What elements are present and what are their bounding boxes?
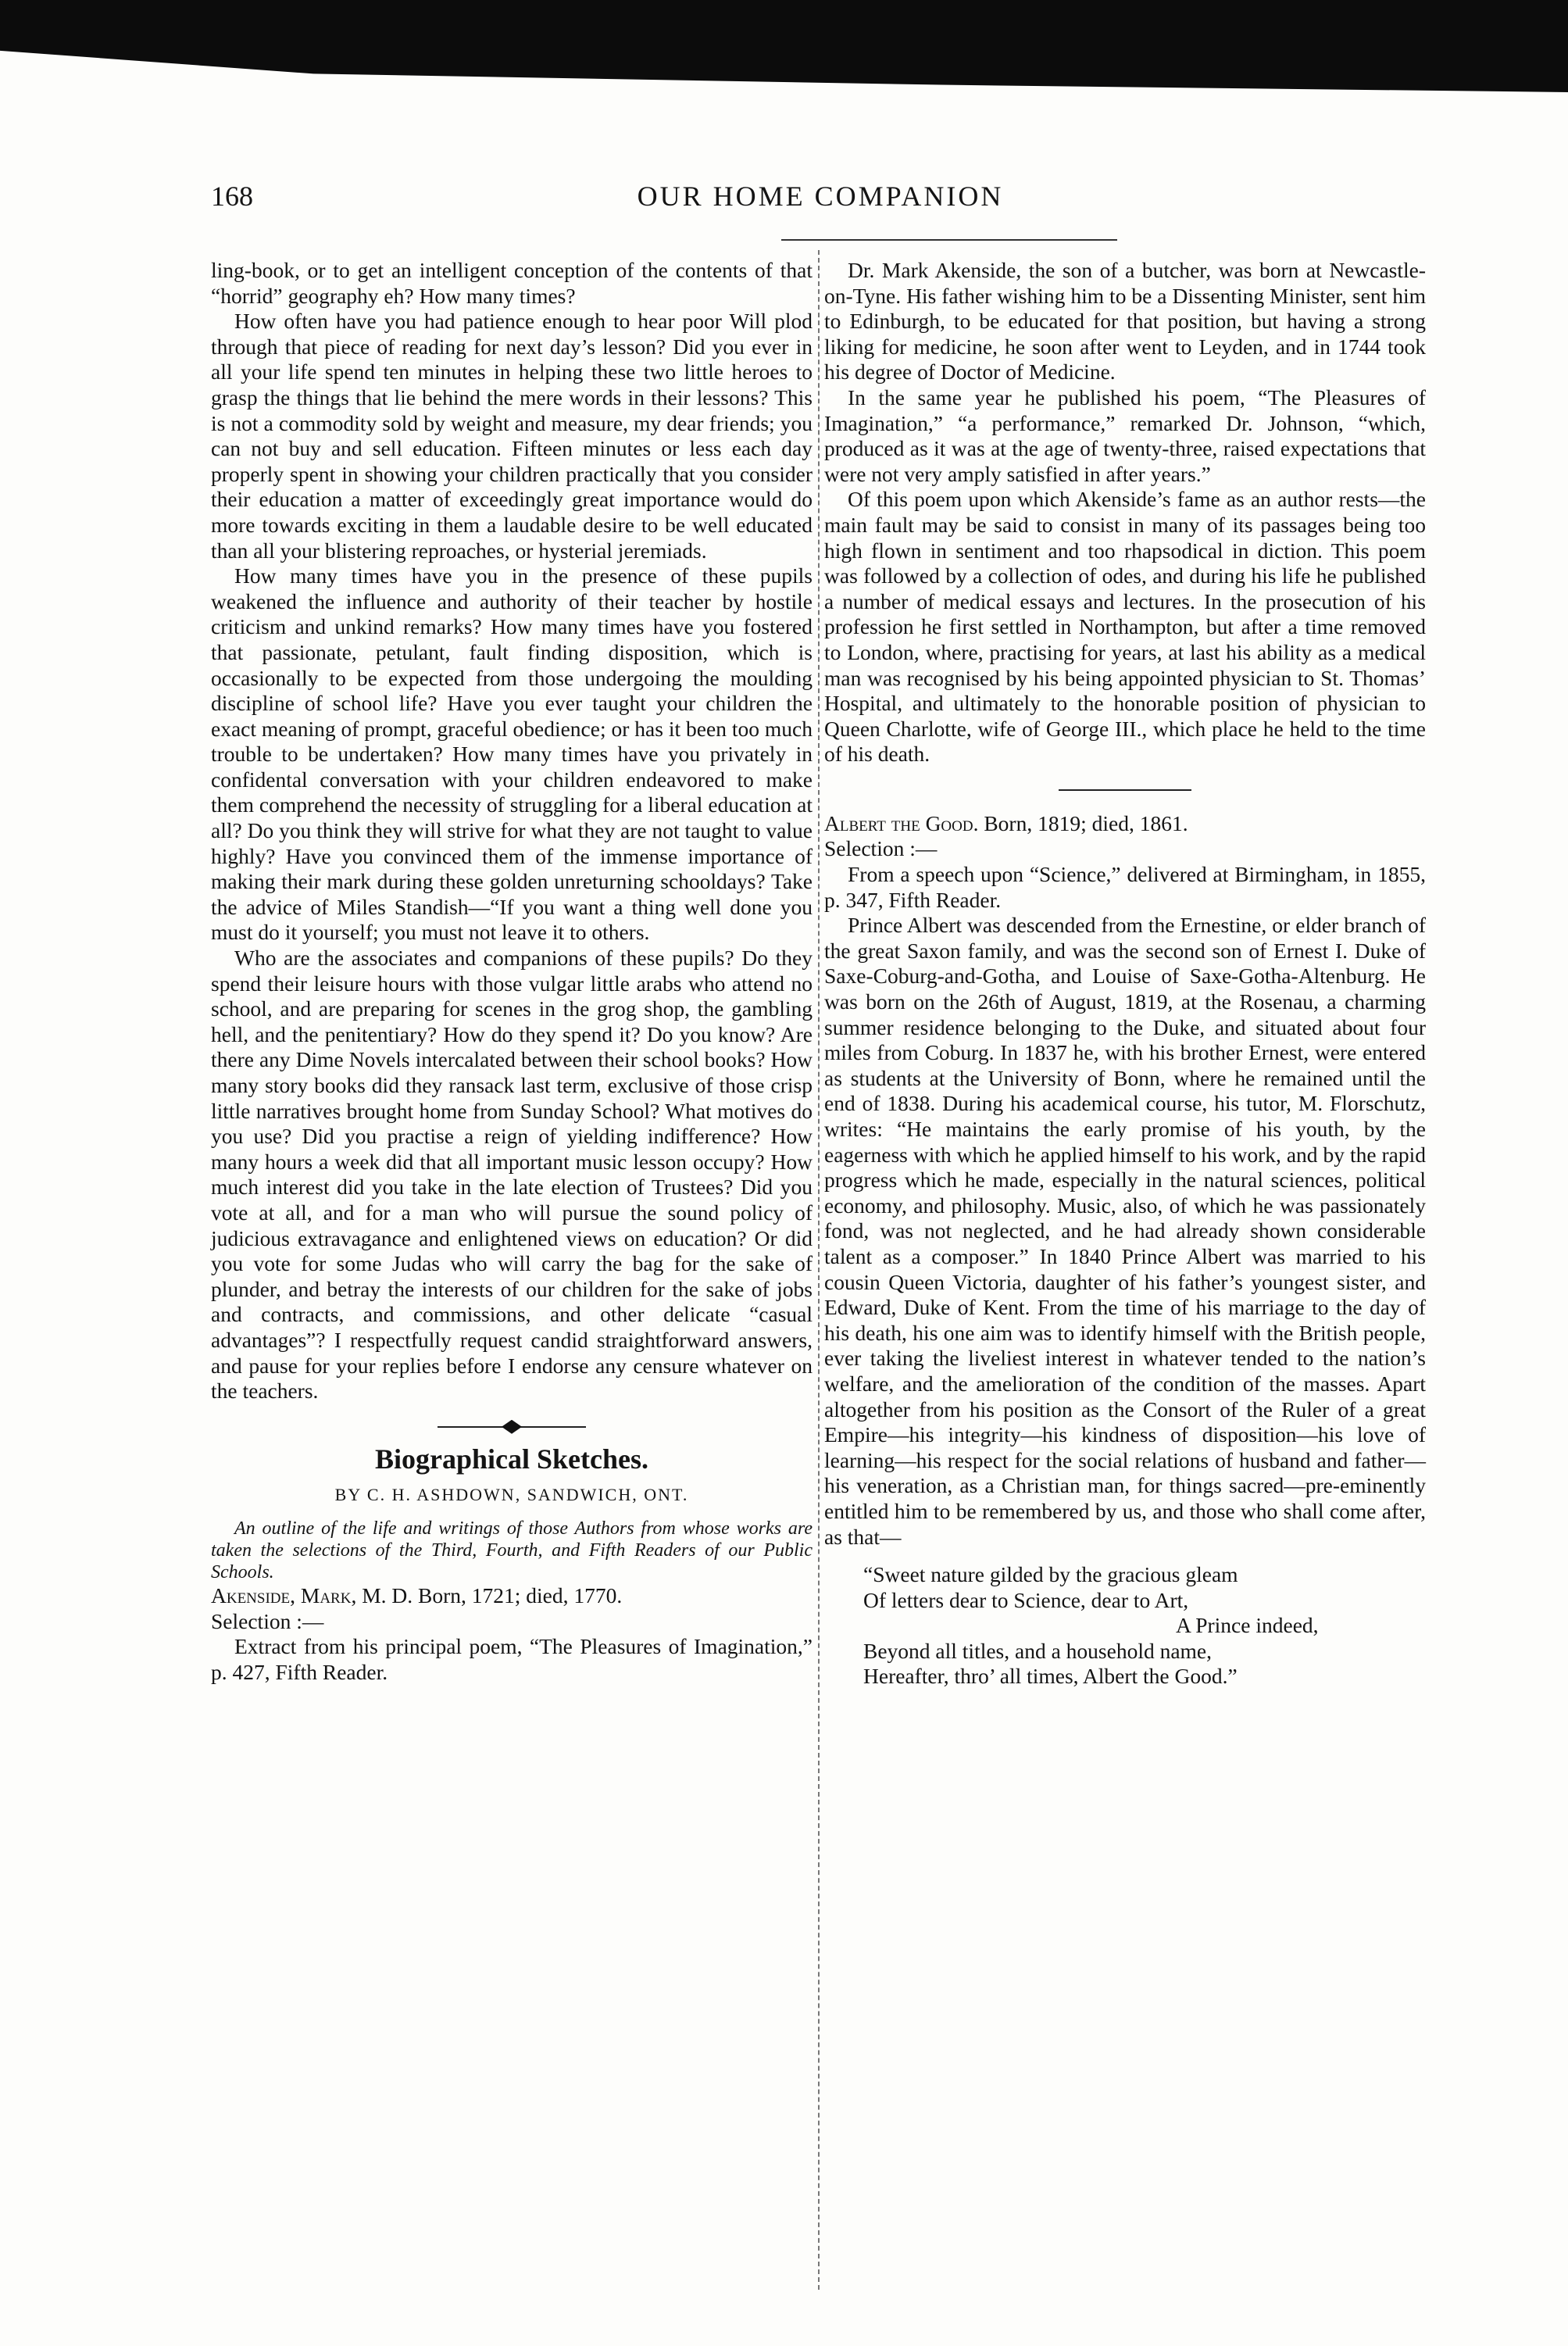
author-name: Akenside, Mark, M. D. <box>211 1582 413 1608</box>
intro-note: An outline of the life and writings of those Authors from whose works are taken the selections of the Third, Fourth, and Fifth Readers of our Public Schools. <box>211 1518 813 1582</box>
paragraph: ling-book, or to get an intelligent conception of the contents of that “horrid” geography eh? How many times? <box>211 258 813 308</box>
paragraph: Who are the associates and companions of these pupils? Do they spend their leisure hours with those vulgar little arabs who attend no school, and are preparing for scenes in the grog shop, the gambling hell, and the penitentiary? How do they spend it? Do you know? Are there any Dime Novels intercalated between their school books? How many story books did they ransack last term, exclusive of those crisp little narratives brought home from Sunday School? What motives do you use? Did you practise a reign of yielding indifference? How many hours a week did that all important music lesson occupy? How much interest did you take in the late election of Trustees? Did you vote at all, and for a man who will pursue the sound policy of judicious extravagance and enlightened views on education? Or did you vote for some Judas who will carry the bag for the sake of plunder, and betray the interests of our children for the sake of jobs and contracts, and commissions, and other delicate “casual advantages”? I respectfully request candid straightforward answers, and pause for your replies before I endorse any censure whatever on the teachers. <box>211 946 813 1404</box>
verse-line: Beyond all titles, and a household name, <box>863 1638 1213 1663</box>
selection-label: Selection :— <box>211 1608 324 1633</box>
scan-dark-band <box>0 0 1568 92</box>
verse-line: Hereafter, thro’ all times, Albert the Good.” <box>863 1664 1238 1689</box>
right-column <box>824 258 1426 1690</box>
running-title: OUR HOME COMPANION <box>637 181 1004 212</box>
diamond-ornament-icon <box>502 1420 522 1434</box>
verse-line: “Sweet nature gilded by the gracious gleam <box>863 1562 1238 1587</box>
paragraph: Of this poem upon which Akenside’s fame as an author rests—the main fault may be said to consist in many of its passages being too high flown in sentiment and too rhapsodical in diction. This poem was followed by a collection of odes, and during his life he published a number of medical essays and lectures. In the prosecution of his profession he first settled in Northampton, but after a time removed to London, where, practising for years, at last his ability as a medical man was recognised by his being appointed physician to St. Thomas’ Hospital, and ultimately to the honorable position of physician to Queen Charlotte, wife of George III., which place he held to the time of his death. <box>824 487 1426 767</box>
section-rule <box>1059 789 1191 791</box>
paragraph: How many times have you in the presence of these pupils weakened the influence and authority of their teacher by hostile criticism and unkind remarks? How many times have you fostered that passionate, petulant, fault finding disposition, which is occasionally to be expected from those undergoing the moulding discipline of school life? Have you ever taught your children the exact meaning of prompt, graceful obedience; or has it been too much trouble to be undertaken? How many times have you privately in confidental conversation with your children endeavored to make them comprehend the necessity of struggling for a liberal education at all? Do you think they will strive for what they are not taught to value highly? Have you convinced them of the immense importance of making their mark during these golden unreturning schooldays? Take the advice of Miles Standish—“If you want a thing well done you must do it yourself; you must not leave it to others. <box>211 563 813 945</box>
author-dates: Born, 1721; died, 1770. <box>418 1582 623 1608</box>
entry-heading <box>824 811 1426 837</box>
page-header <box>211 180 1430 217</box>
author-name: Albert the Good. <box>824 810 979 835</box>
author-dates: Born, 1819; died, 1861. <box>984 810 1188 835</box>
selection-label: Selection :— <box>824 836 938 861</box>
header-rule <box>781 239 1117 241</box>
paragraph: How often have you had patience enough to hear poor Will plod through that piece of reading for next day’s lesson? Did you ever in all your life spend ten minutes in helping these two little heroes to grasp the things that lie behind the mere words in their lessons? This is not a commodity sold by weight and measure, my dear friends; you can not buy and sell education. Fifteen minutes or less each day properly spent in showing your children practically that you consider their education a matter of exceedingly great importance would do more towards exciting in them a laudable desire to be well educated than all your blistering reproaches, or hysterial jeremiads. <box>211 309 813 563</box>
byline: BY C. H. ASHDOWN, SANDWICH, ONT. <box>334 1485 689 1505</box>
paragraph: In the same year he published his poem, “The Pleasures of Imagination,” “a performance,” remarked Dr. Johnson, “which, produced as it was at the age of twenty-three, raised expectations that were not very amply satisfied in after years.” <box>824 384 1426 486</box>
section-title: Biographical Sketches. <box>374 1443 648 1475</box>
selection-source: From a speech upon “Science,” delivered at Birmingham, in 1855, p. 347, Fifth Reader. <box>824 862 1426 912</box>
page-number: 168 <box>211 181 253 212</box>
verse-line: Of letters dear to Science, dear to Art, <box>863 1587 1189 1612</box>
ornamental-separator <box>438 1420 586 1434</box>
paragraph: Prince Albert was descended from the Ernestine, or elder branch of the great Saxon family, and was the second son of Ernest I. Duke of Saxe-Coburg-and-Gotha, and Louise of Saxe-Gotha-Altenburg. He was born on the 26th of August, 1819, at the Rosenau, a charming summer residence belonging to the Duke, and situated about four miles from Coburg. In 1837 he, with his brother Ernest, were entered as students at the University of Bonn, where he remained until the end of 1838. During his academical course, his tutor, M. Florschutz, writes: “He maintains the early promise of his youth, by the eagerness with which he applied himself to his work, and by the rapid progress which he made, especially in the natural sciences, political economy, and philosophy. Music, also, of which he was passionately fond, was not neglected, and he had already shown considerable talent as a composer.” In 1840 Prince Albert was married to his cousin Queen Victoria, daughter of his father’s youngest sister, and Edward, Duke of Kent. From the time of his marriage to the day of his death, his one aim was to identify himself with the British people, ever taking the liveliest interest in whatever tended to the nation’s welfare, and the amelioration of the condition of the masses. Apart altogether from his position as the Consort of the Ruler of a great Empire—his integrity—his kindness of disposition—his love of learning—his respect for the social relations of husband and father—his veneration, as a Christian man, for things sacred—pre-eminently entitled him to be remembered by us, and those who shall come after, as that— <box>824 913 1426 1549</box>
verse-quote <box>824 1562 1426 1690</box>
selection-source: Extract from his principal poem, “The Pleasures of Imagination,” p. 427, Fifth Reader. <box>211 1634 813 1684</box>
paragraph: Dr. Mark Akenside, the son of a butcher, was born at Newcastle-on-Tyne. His father wishing him to be a Dissenting Minister, sent him to Edinburgh, to be educated for that position, but having a strong liking for medicine, he soon after went to Leyden, and in 1744 took his degree of Doctor of Medicine. <box>824 258 1426 384</box>
column-divider <box>818 250 820 2290</box>
left-column <box>211 258 813 1685</box>
verse-line: A Prince indeed, <box>1176 1613 1319 1638</box>
entry-heading <box>211 1583 813 1609</box>
